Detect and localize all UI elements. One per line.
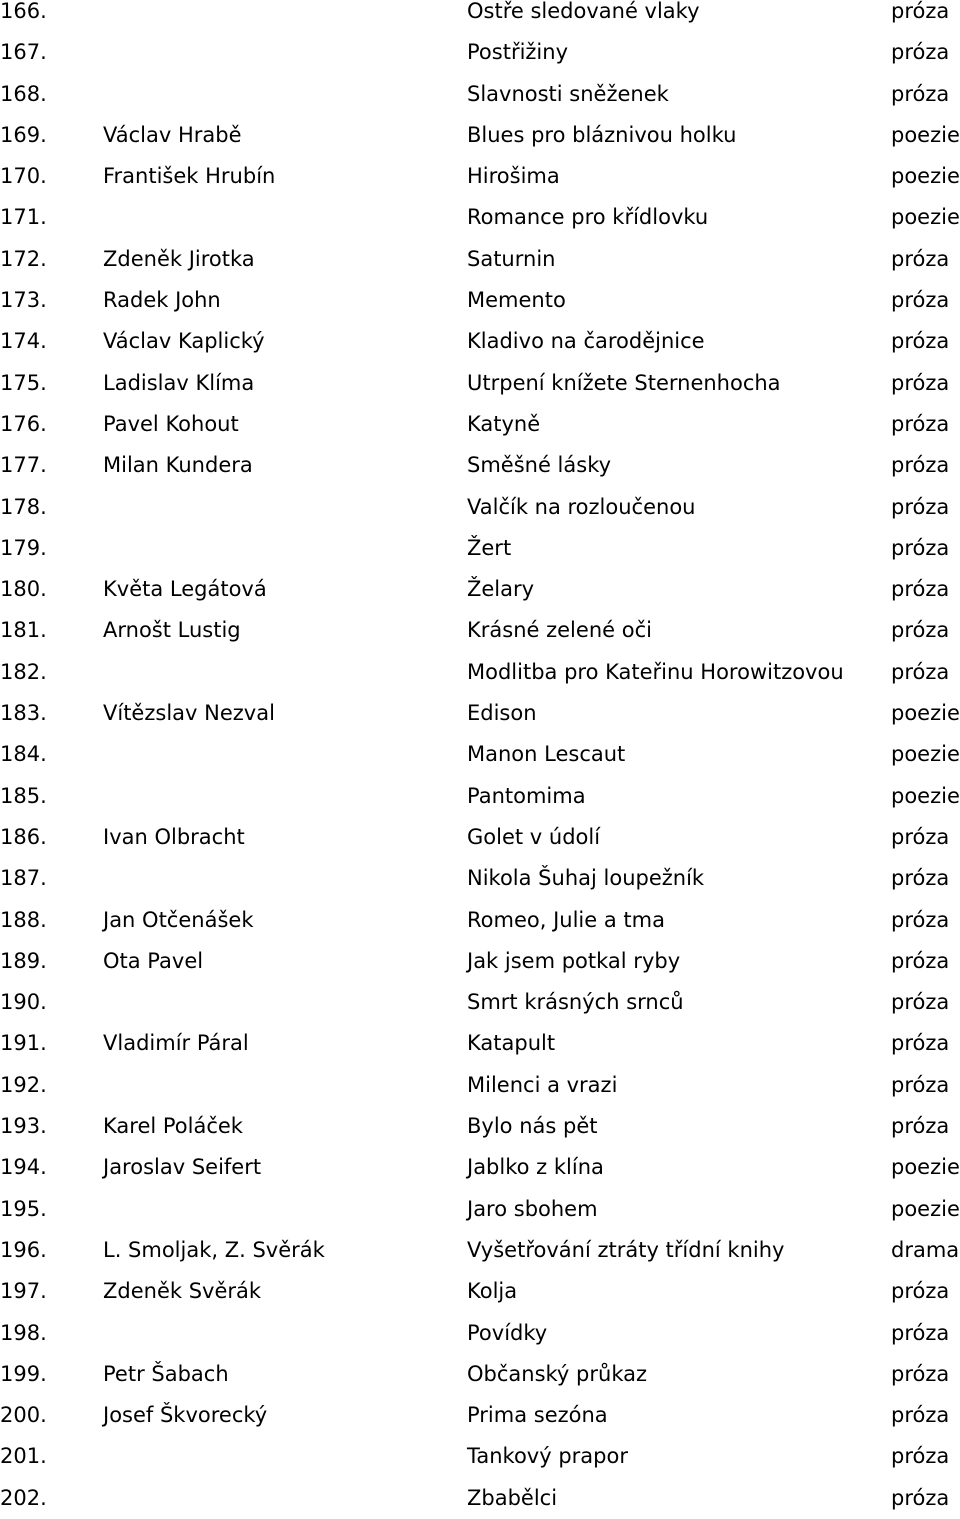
table-row [0, 1189, 960, 1230]
book-title: Ostře sledované vlaky [467, 0, 700, 23]
row-number: 185. [0, 783, 47, 808]
row-number: 168. [0, 81, 47, 106]
genre-label: próza [891, 453, 950, 478]
genre-label: poezie [891, 742, 960, 767]
row-number: 191. [0, 1031, 47, 1056]
genre-label: próza [891, 1320, 950, 1345]
book-title: Manon Lescaut [467, 742, 626, 767]
genre-label: próza [891, 824, 950, 849]
genre-label: poezie [891, 164, 960, 189]
genre-label: próza [891, 866, 950, 891]
book-title: Saturnin [467, 246, 556, 271]
table-row [0, 734, 960, 775]
row-number: 172. [0, 246, 47, 271]
genre-label: poezie [891, 205, 960, 230]
row-number: 189. [0, 948, 47, 973]
row-number: 201. [0, 1444, 47, 1469]
author-name: Václav Hrabě [103, 122, 242, 147]
table-row [0, 569, 960, 610]
table-row [0, 1271, 960, 1312]
book-title: Edison [467, 701, 537, 726]
row-number: 169. [0, 122, 47, 147]
row-number: 200. [0, 1403, 47, 1428]
book-title: Zbabělci [467, 1485, 558, 1510]
row-number: 177. [0, 453, 47, 478]
row-number: 197. [0, 1279, 47, 1304]
author-name: Květa Legátová [103, 577, 267, 602]
genre-label: poezie [891, 783, 960, 808]
genre-label: próza [891, 494, 950, 519]
genre-label: próza [891, 948, 950, 973]
row-number: 173. [0, 288, 47, 313]
table-row [0, 900, 960, 941]
table-row [0, 363, 960, 404]
author-name: L. Smoljak, Z. Svěrák [103, 1237, 325, 1262]
book-title: Želary [467, 577, 535, 602]
row-number: 176. [0, 411, 47, 436]
table-row [0, 1395, 960, 1436]
row-number: 199. [0, 1361, 47, 1386]
genre-label: próza [891, 535, 950, 560]
genre-label: poezie [891, 1155, 960, 1180]
genre-label: próza [891, 411, 950, 436]
book-title: Katapult [467, 1031, 556, 1056]
book-title: Postřižiny [467, 40, 569, 65]
row-number: 202. [0, 1485, 47, 1510]
genre-label: poezie [891, 1196, 960, 1221]
table-row [0, 693, 960, 734]
book-title: Katyně [467, 411, 541, 436]
table-row [0, 1106, 960, 1147]
genre-label: próza [891, 1114, 950, 1139]
author-name: Josef Škvorecký [103, 1403, 268, 1428]
table-row [0, 1023, 960, 1064]
row-number: 181. [0, 618, 47, 643]
genre-label: próza [891, 618, 950, 643]
table-row [0, 197, 960, 238]
book-title: Modlitba pro Kateřinu Horowitzovou [467, 659, 844, 684]
table-row [0, 1147, 960, 1188]
book-title: Blues pro bláznivou holku [467, 122, 737, 147]
row-number: 198. [0, 1320, 47, 1345]
book-title: Směšné lásky [467, 453, 612, 478]
genre-label: próza [891, 1361, 950, 1386]
genre-label: próza [891, 0, 950, 23]
book-title: Nikola Šuhaj loupežník [467, 866, 705, 891]
book-title: Tankový prapor [467, 1444, 628, 1469]
table-row [0, 0, 960, 32]
table-row [0, 1478, 960, 1519]
row-number: 188. [0, 907, 47, 932]
genre-label: próza [891, 659, 950, 684]
table-row [0, 982, 960, 1023]
row-number: 193. [0, 1114, 47, 1139]
book-title: Memento [467, 288, 566, 313]
author-name: Vladimír Páral [103, 1031, 249, 1056]
author-name: Vítězslav Nezval [103, 701, 275, 726]
book-title: Romeo, Julie a tma [467, 907, 665, 932]
author-name: Zdeněk Svěrák [103, 1279, 262, 1304]
row-number: 195. [0, 1196, 47, 1221]
book-title: Kladivo na čarodějnice [467, 329, 705, 354]
table-row [0, 239, 960, 280]
genre-label: próza [891, 329, 950, 354]
table-row [0, 1313, 960, 1354]
row-number: 180. [0, 577, 47, 602]
row-number: 182. [0, 659, 47, 684]
table-row [0, 858, 960, 899]
book-title: Smrt krásných srnců [467, 990, 684, 1015]
row-number: 175. [0, 370, 47, 395]
genre-label: próza [891, 1444, 950, 1469]
author-name: Ladislav Klíma [103, 370, 255, 395]
genre-label: próza [891, 370, 950, 395]
row-number: 186. [0, 824, 47, 849]
book-title: Krásné zelené oči [467, 618, 652, 643]
book-title: Valčík na rozloučenou [467, 494, 696, 519]
book-title: Romance pro křídlovku [467, 205, 709, 230]
table-row [0, 528, 960, 569]
genre-label: próza [891, 1403, 950, 1428]
book-title: Žert [467, 535, 512, 560]
book-title: Jaro sbohem [467, 1196, 598, 1221]
table-row [0, 280, 960, 321]
book-title: Občanský průkaz [467, 1361, 647, 1386]
row-number: 178. [0, 494, 47, 519]
table-row [0, 445, 960, 486]
book-title: Bylo nás pět [467, 1114, 598, 1139]
genre-label: drama [891, 1237, 960, 1262]
table-row [0, 404, 960, 445]
table-row [0, 1436, 960, 1477]
genre-label: próza [891, 1279, 950, 1304]
genre-label: próza [891, 1031, 950, 1056]
author-name: Jan Otčenášek [103, 907, 254, 932]
row-number: 196. [0, 1237, 47, 1262]
author-name: Milan Kundera [103, 453, 253, 478]
author-name: Karel Poláček [103, 1114, 243, 1139]
row-number: 179. [0, 535, 47, 560]
row-number: 167. [0, 40, 47, 65]
author-name: Jaroslav Seifert [103, 1155, 262, 1180]
table-row [0, 32, 960, 73]
author-name: František Hrubín [103, 164, 276, 189]
table-row [0, 1354, 960, 1395]
table-row [0, 776, 960, 817]
author-name: Zdeněk Jirotka [103, 246, 255, 271]
book-title: Pantomima [467, 783, 586, 808]
row-number: 183. [0, 701, 47, 726]
book-title: Jak jsem potkal ryby [467, 948, 681, 973]
book-title: Utrpení knížete Sternenhocha [467, 370, 781, 395]
row-number: 187. [0, 866, 47, 891]
table-row [0, 115, 960, 156]
table-row [0, 1065, 960, 1106]
book-title: Hirošima [467, 164, 560, 189]
genre-label: próza [891, 907, 950, 932]
book-title: Golet v údolí [467, 824, 601, 849]
genre-label: próza [891, 1072, 950, 1097]
genre-label: próza [891, 577, 950, 602]
table-row [0, 652, 960, 693]
genre-label: próza [891, 40, 950, 65]
genre-label: poezie [891, 122, 960, 147]
author-name: Arnošt Lustig [103, 618, 241, 643]
table-row [0, 156, 960, 197]
table-row [0, 74, 960, 115]
author-name: Pavel Kohout [103, 411, 239, 436]
row-number: 174. [0, 329, 47, 354]
genre-label: poezie [891, 701, 960, 726]
table-row [0, 1230, 960, 1271]
table-row [0, 321, 960, 362]
author-name: Václav Kaplický [103, 329, 265, 354]
row-number: 170. [0, 164, 47, 189]
genre-label: próza [891, 1485, 950, 1510]
author-name: Radek John [103, 288, 221, 313]
row-number: 192. [0, 1072, 47, 1097]
book-title: Slavnosti sněženek [467, 81, 669, 106]
table-row [0, 817, 960, 858]
table-row [0, 487, 960, 528]
book-title: Jablko z klína [467, 1155, 604, 1180]
genre-label: próza [891, 246, 950, 271]
book-title: Povídky [467, 1320, 548, 1345]
row-number: 171. [0, 205, 47, 230]
table-row [0, 610, 960, 651]
genre-label: próza [891, 288, 950, 313]
row-number: 184. [0, 742, 47, 767]
book-title: Milenci a vrazi [467, 1072, 618, 1097]
author-name: Ota Pavel [103, 948, 204, 973]
row-number: 166. [0, 0, 47, 23]
row-number: 194. [0, 1155, 47, 1180]
author-name: Ivan Olbracht [103, 824, 245, 849]
book-title: Kolja [467, 1279, 518, 1304]
table-row [0, 941, 960, 982]
author-name: Petr Šabach [103, 1361, 229, 1386]
genre-label: próza [891, 81, 950, 106]
book-title: Prima sezóna [467, 1403, 608, 1428]
book-title: Vyšetřování ztráty třídní knihy [467, 1237, 785, 1262]
row-number: 190. [0, 990, 47, 1015]
genre-label: próza [891, 990, 950, 1015]
